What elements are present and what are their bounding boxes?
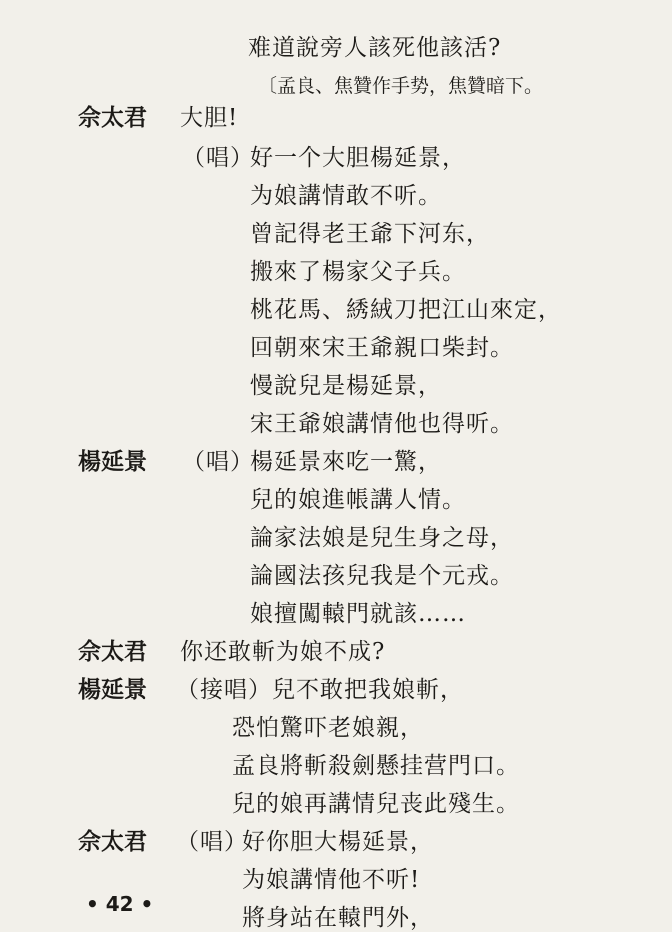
page-number: • 42 • xyxy=(86,892,154,916)
singing-cue: （唱） xyxy=(182,449,254,475)
verse-line: 楊延景來吃一驚， xyxy=(250,449,442,475)
verse-line: 孟良將斬殺劍懸挂营門口。 xyxy=(232,753,520,779)
verse-line: 好你胆大楊延景， xyxy=(242,829,434,855)
verse-line: 將身站在轅門外， xyxy=(242,905,434,931)
singing-cue: （唱） xyxy=(176,829,248,855)
verse-line: 兒的娘進帳講人情。 xyxy=(250,487,466,513)
verse-line: 宋王爺娘講情他也得听。 xyxy=(250,411,514,437)
speaker-name: 楊延景 xyxy=(78,676,147,703)
verse-line: 为娘講情敢不听。 xyxy=(250,183,442,209)
verse-line: 难道說旁人該死他該活? xyxy=(248,35,502,61)
verse-line: 好一个大胆楊延景， xyxy=(250,145,466,171)
verse-line: 娘擅闖轅門就該…… xyxy=(250,601,466,627)
verse-line: （接唱）兒不敢把我娘斬， xyxy=(176,677,464,703)
speaker-name: 楊延景 xyxy=(78,448,147,475)
verse-line: 恐怕驚吓老娘親， xyxy=(232,715,424,741)
verse-line: 搬來了楊家父子兵。 xyxy=(250,259,466,285)
speaker-name: 佘太君 xyxy=(78,828,147,855)
singing-cue: （唱） xyxy=(182,145,254,171)
verse-line: 論國法孩兒我是个元戎。 xyxy=(250,563,514,589)
verse-line: 兒的娘再講情兒丧此殘生。 xyxy=(232,791,520,817)
speaker-name: 佘太君 xyxy=(78,104,147,131)
stage-direction: 〔孟良、焦贊作手势，焦贊暗下。 xyxy=(258,75,544,97)
verse-line: 論家法娘是兒生身之母， xyxy=(250,525,514,551)
verse-line: 桃花馬、綉絨刀把江山來定， xyxy=(250,297,562,323)
verse-line: 曾記得老王爺下河东， xyxy=(250,221,490,247)
speaker-name: 佘太君 xyxy=(78,638,147,665)
verse-line: 回朝來宋王爺親口柴封。 xyxy=(250,335,514,361)
dialogue-line: 大胆! xyxy=(180,105,239,131)
dialogue-line: 你还敢斬为娘不成? xyxy=(180,639,386,665)
verse-line: 为娘講情他不听! xyxy=(242,867,421,893)
verse-line: 慢說兒是楊延景， xyxy=(250,373,442,399)
